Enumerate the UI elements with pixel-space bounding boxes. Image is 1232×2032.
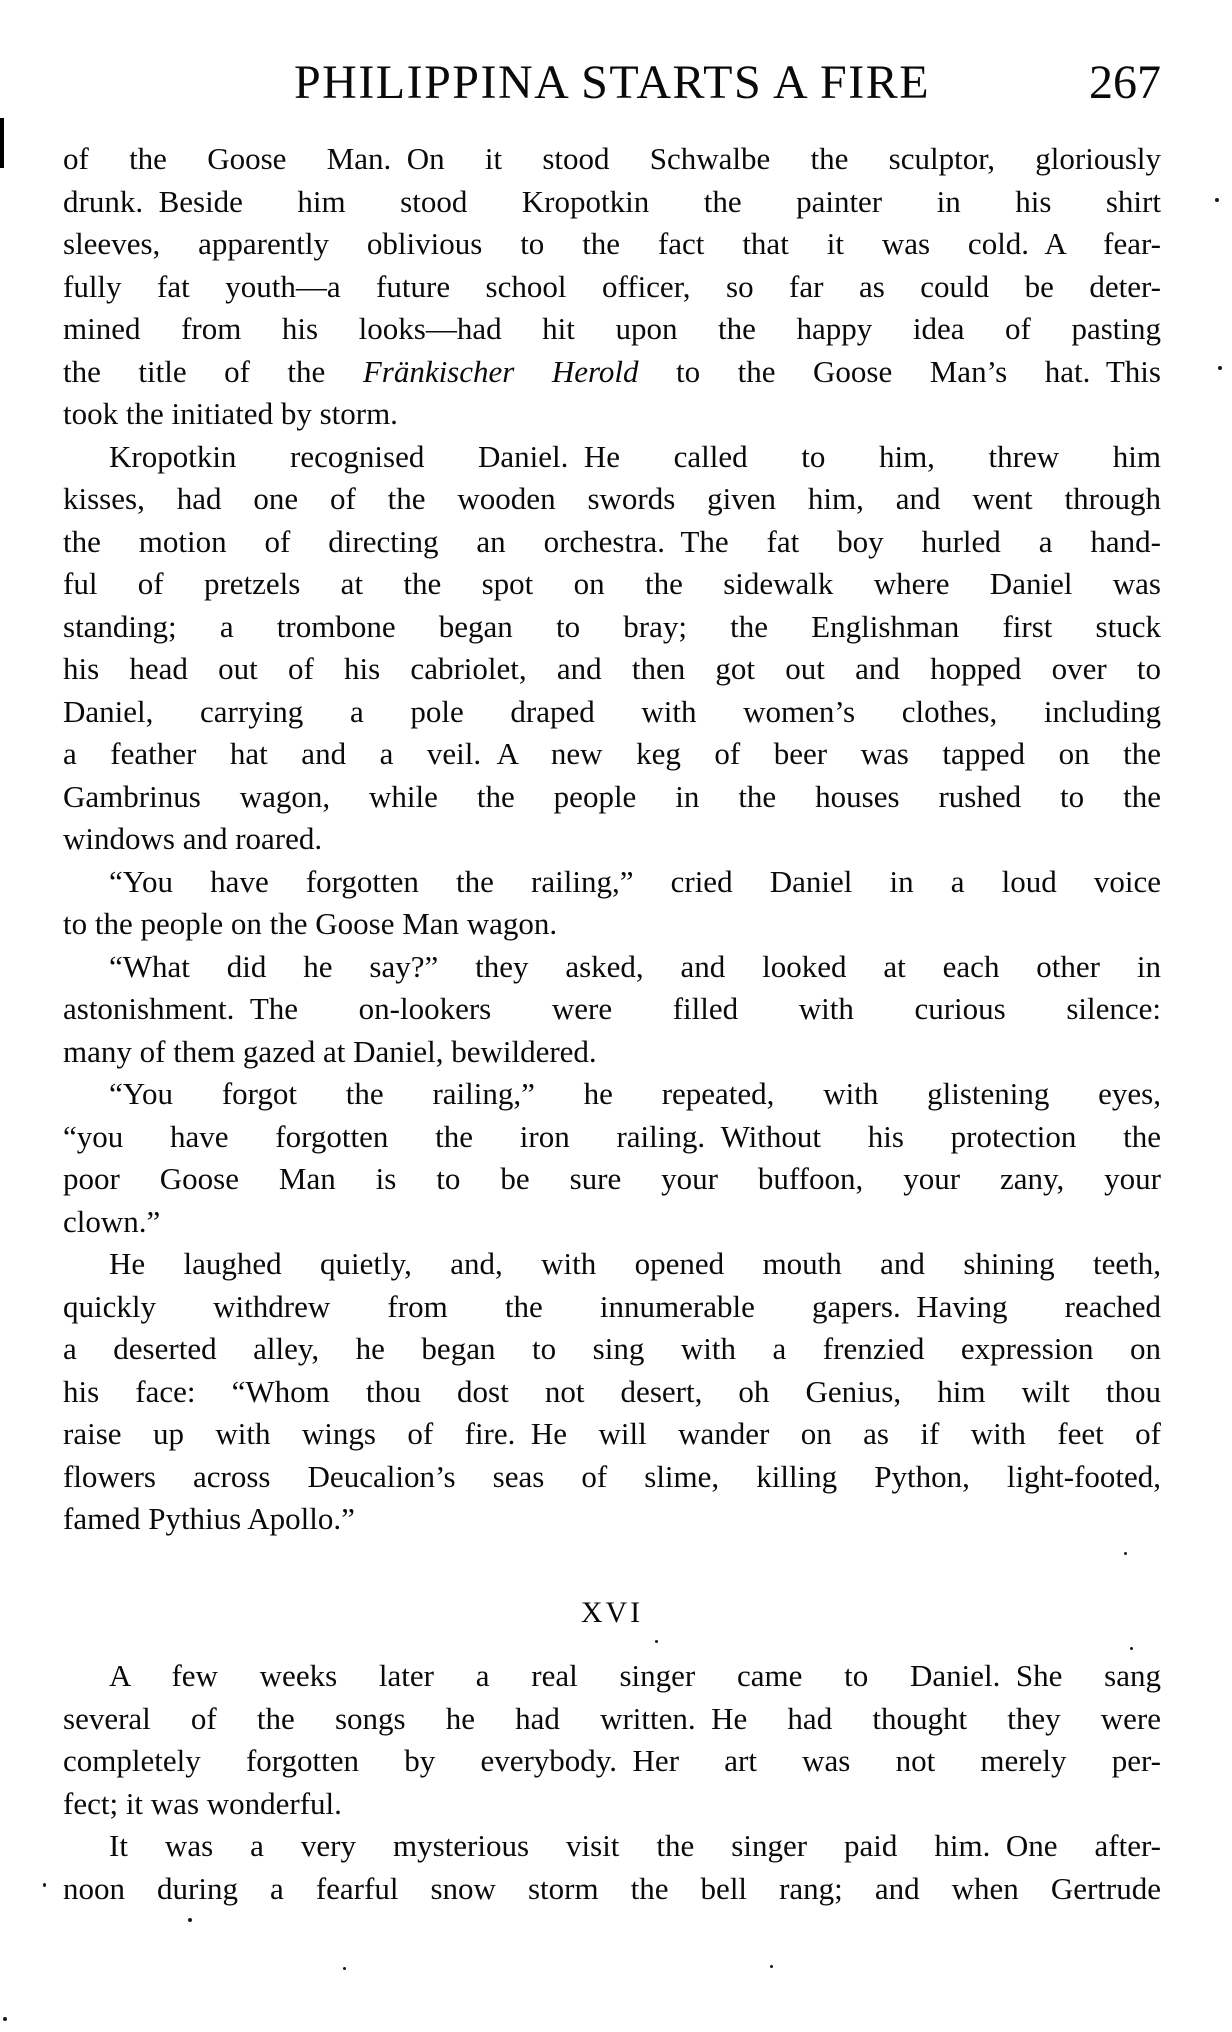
text-line: his face: “Whom thou dost not desert, oh Genius, him wilt thou xyxy=(63,1373,1161,1409)
text-line: windows and roared. xyxy=(63,821,323,856)
text-line: the motion of directing an orchestra. The fat boy hurled a hand- xyxy=(63,523,1161,559)
text-segment: to the Goose Man’s hat. This xyxy=(638,353,1161,389)
page-header xyxy=(63,56,1161,109)
text-line: “you have forgotten the iron railing. Without his protection the xyxy=(63,1118,1161,1154)
text-line: many of them gazed at Daniel, bewildered. xyxy=(63,1033,597,1069)
text-line: a feather hat and a veil. A new keg of beer was tapped on the xyxy=(63,736,1161,771)
text-line: astonishment. The on-lookers were filled with curious silence: xyxy=(63,991,1161,1026)
paragraph xyxy=(63,1825,1161,1910)
scan-speck xyxy=(1124,1552,1127,1555)
text-line: famed Pythius Apollo.” xyxy=(63,1501,355,1536)
text-line: to the people on the Goose Man wagon. xyxy=(63,906,558,941)
scan-speck xyxy=(1130,1647,1133,1650)
running-title: PHILIPPINA STARTS A FIRE xyxy=(293,56,931,109)
scan-speck xyxy=(188,1918,192,1922)
text-line: took the initiated by storm. xyxy=(63,396,398,431)
text-line: fully fat youth—a future school officer, so far as could be deter- xyxy=(63,268,1161,304)
scan-speck xyxy=(1215,198,1219,202)
text-line: standing; a trombone began to bray; the Englishman first stuck xyxy=(63,608,1161,644)
text-line: poor Goose Man is to be sure your buffoon, your zany, your xyxy=(63,1161,1161,1196)
scan-speck xyxy=(43,1883,46,1887)
text-line: A few weeks later a real singer came to Daniel. She sang xyxy=(109,1658,1161,1693)
paragraph xyxy=(63,946,1161,1074)
scan-speck xyxy=(1218,366,1222,370)
scan-speck xyxy=(343,1967,346,1970)
text-line: Kropotkin recognised Daniel. He called to him, threw him xyxy=(109,438,1161,474)
text-line: kisses, had one of the wooden swords given him, and went through xyxy=(63,481,1161,516)
text-line: raise up with wings of fire. He will wander on as if with feet of xyxy=(63,1416,1161,1451)
paragraph xyxy=(63,861,1161,946)
text-line: “What did he say?” they asked, and looked at each other in xyxy=(109,948,1161,984)
paragraph xyxy=(63,138,1161,436)
text-line: fect; it was wonderful. xyxy=(63,1785,342,1821)
text-line: a deserted alley, he began to sing with a frenzied expression on xyxy=(63,1331,1161,1366)
text-line: Gambrinus wagon, while the people in the houses rushed to the xyxy=(63,778,1161,814)
text-line: several of the songs he had written. He had thought they were xyxy=(63,1700,1161,1736)
paragraph xyxy=(63,1243,1161,1541)
page-number: 267 xyxy=(1089,56,1161,109)
text-segment: the title of the xyxy=(63,353,363,389)
section-heading: XVI xyxy=(580,1595,644,1629)
text-line: Daniel, carrying a pole draped with women’s clothes, including xyxy=(63,693,1161,729)
text-line: drunk. Beside him stood Kropotkin the painter in his shirt xyxy=(63,183,1161,219)
text-line xyxy=(63,351,1161,394)
text-line: sleeves, apparently oblivious to the fact that it was cold. A fear- xyxy=(63,226,1161,261)
scan-speck xyxy=(655,1640,658,1643)
text-line: “You have forgotten the railing,” cried Daniel in a loud voice xyxy=(109,863,1161,899)
text-line: noon during a fearful snow storm the bell rang; and when Gertrude xyxy=(63,1870,1161,1906)
scan-speck xyxy=(3,2017,7,2021)
text-line: of the Goose Man. On it stood Schwalbe the sculptor, gloriously xyxy=(63,141,1161,176)
paragraph xyxy=(63,1073,1161,1243)
text-line: completely forgotten by everybody. Her art was not merely per- xyxy=(63,1743,1161,1778)
text-line: his head out of his cabriolet, and then got out and hopped over to xyxy=(63,651,1161,686)
text-block xyxy=(63,138,1161,1910)
text-line: He laughed quietly, and, with opened mouth and shining teeth, xyxy=(109,1246,1161,1281)
scan-speck xyxy=(770,1965,773,1968)
text-segment-italic: Fränkischer Herold xyxy=(362,353,639,389)
text-line: quickly withdrew from the innumerable gapers. Having reached xyxy=(63,1288,1161,1324)
paragraph xyxy=(63,1655,1161,1825)
text-line: ful of pretzels at the spot on the sidewalk where Daniel was xyxy=(63,566,1161,601)
text-line: flowers across Deucalion’s seas of slime, killing Python, light-footed, xyxy=(63,1458,1161,1494)
text-line: mined from his looks—had hit upon the happy idea of pasting xyxy=(63,311,1161,346)
text-line: It was a very mysterious visit the singer paid him. One after- xyxy=(109,1828,1161,1863)
paragraph xyxy=(63,436,1161,861)
text-line: clown.” xyxy=(63,1203,161,1239)
scan-edge-artifact xyxy=(0,118,4,168)
text-line: “You forgot the railing,” he repeated, with glistening eyes, xyxy=(109,1076,1161,1111)
